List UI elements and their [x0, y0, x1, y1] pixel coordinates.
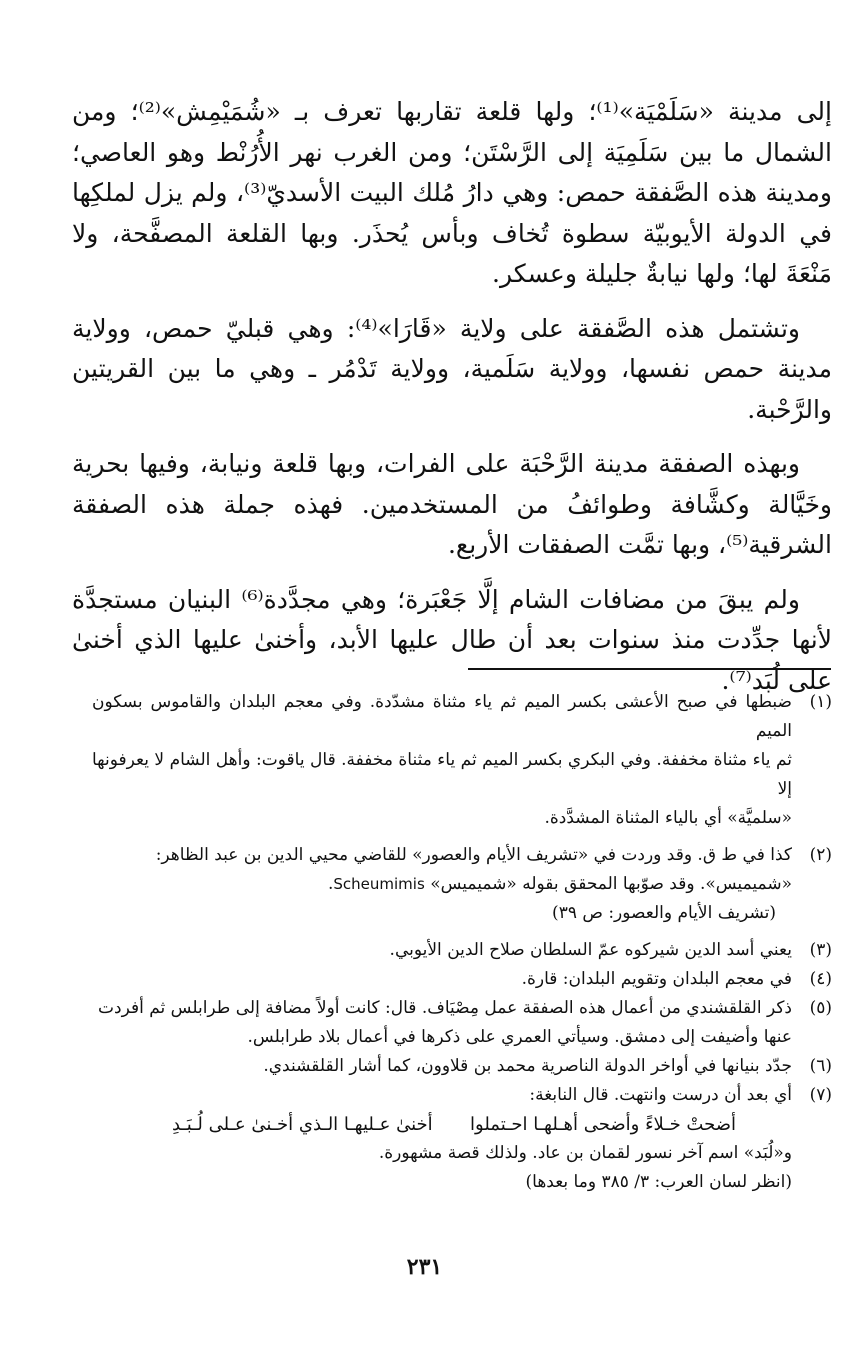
footnote-line: في معجم البلدان وتقويم البلدان: قارة.	[521, 969, 792, 989]
footnote-separator	[468, 668, 831, 670]
verse-hemistich-2: أخنىٰ عـليهـا الـذي أخـنىٰ عـلى لُـبَـدِ	[172, 1114, 433, 1135]
footnote-7	[92, 1081, 832, 1197]
footnote-line: أي بعد أن درست وانتهت. قال النابغة:	[529, 1085, 792, 1105]
footnote-line: «شميميس». وقد صوّبها المحقق بقوله «شميميس»	[430, 874, 792, 894]
footnote-source: (تشريف الأيام والعصور: ص ٣٩)	[552, 903, 776, 923]
footnote-line: ذكر القلقشندي من أعمال هذه الصفقة عمل مِصْيَاف. قال: كانت أولاً مضافة إلى طرابلس ثم أفردت	[98, 998, 792, 1018]
footnote-3	[92, 936, 832, 965]
footnote-line: ضبطها في صبح الأعشى بكسر الميم ثم ياء مثناة مشدّدة. وفي معجم البلدان والقاموس بسكون الميم	[92, 692, 792, 741]
paragraph-3: وبهذه الصفقة مدينة الرَّحْبَة على الفرات، وبها قلعة ونيابة، وفيها بحرية وخَيَّالة وكشَّافة وطوائفُ من المستخدمين. فهذه جملة هذه الصفقة الشرقية⁽⁵⁾، وبها تمَّت الصفقات الأربع.	[72, 449, 832, 559]
paragraph-1: إلى مدينة «سَلَمْيَة»⁽¹⁾؛ ولها قلعة تقاربها تعرف بـ «شُمَيْمِش»⁽²⁾؛ ومن الشمال ما بين سَلَمِيَة إلى الرَّسْتَن؛ ومن الغرب نهر الأُرُنْط وهو العاصي؛ ومدينة هذه الصَّفقة حمص: وهي دارُ مُلك البيت الأسديّ⁽³⁾، ولم يزل لملكِها في الدولة الأيوبيّة سطوة تُخاف وبأس يُحذَر. وبها القلعة المصفَّحة، ولا مَنْعَةَ لها؛ ولها نيابةٌ جليلة وعسكر.	[72, 97, 832, 288]
footnote-line: عنها وأضيفت إلى دمشق. وسيأتي العمري على ذكرها في أعمال بلاد طرابلس.	[247, 1027, 792, 1047]
footnote-1	[92, 688, 832, 833]
footnote-number: (٦)	[809, 1056, 832, 1076]
footnote-source: (انظر لسان العرب: ٣/ ٣٨٥ وما بعدها)	[525, 1172, 792, 1192]
paragraph-4: ولم يبقَ من مضافات الشام إلَّا جَعْبَرة؛ وهي مجدَّدة⁽⁶⁾ البنيان مستجدَّة لأنها جدِّدت منذ سنوات بعد أن طال عليها الأبد، وأخنىٰ عليها الذي أخنىٰ على لُبَد⁽⁷⁾.	[72, 584, 832, 695]
poem-verse	[92, 1110, 792, 1139]
footnote-number: (٣)	[809, 940, 832, 960]
footnote-6	[92, 1052, 832, 1081]
footnote-number: (٤)	[809, 969, 832, 989]
footnotes	[92, 688, 832, 1197]
footnote-line: «سلميَّة» أي بالياء المثناة المشدَّدة.	[544, 808, 792, 828]
footnote-number: (٢)	[809, 845, 832, 865]
footnote-5	[92, 994, 832, 1052]
footnote-line: ثم ياء مثناة مخففة. وفي البكري بكسر الميم ثم ياء مثناة مخففة. قال ياقوت: وأهل الشام لا يعرفونها إلا	[92, 750, 792, 799]
footnote-number: (٥)	[809, 998, 832, 1018]
page-number: ٢٣١	[406, 1254, 443, 1280]
main-text	[72, 92, 832, 715]
footnote-line: و«لُبَد» اسم آخر نسور لقمان بن عاد. ولذلك قصة مشهورة.	[378, 1143, 792, 1163]
footnote-number: (٧)	[809, 1085, 832, 1105]
footnote-2: (٢) كذا في ط ق. وقد وردت في «تشريف الأيام والعصور» للقاضي محيي الدين بن عبد الظاهر: «شميميس». وقد صوّبها المحقق بقوله «شميميس» Scheumimis. (تشريف الأيام والعصور: ص ٣٩)	[92, 841, 832, 928]
footnote-line: كذا في ط ق. وقد وردت في «تشريف الأيام والعصور» للقاضي محيي الدين بن عبد الظاهر:	[155, 845, 792, 865]
verse-hemistich-1: أضحتْ خـلاءً وأضحى أهـلهـا احـتملوا	[470, 1114, 736, 1135]
footnote-number: (١)	[809, 692, 832, 712]
footnote-line: جدّد بنيانها في أواخر الدولة الناصرية محمد بن قلاوون، كما أشار القلقشندي.	[263, 1056, 792, 1076]
paragraph-2: وتشتمل هذه الصَّفقة على ولاية «قَارَا»⁽⁴⁾: وهي قبليّ حمص، وولاية مدينة حمص نفسها، وولاية سَلَمية، وولاية تَدْمُر ـ وهي ما بين القريتين والرَّحْبة.	[72, 313, 832, 424]
footnote-4	[92, 965, 832, 994]
footnote-line: يعني أسد الدين شيركوه عمّ السلطان صلاح الدين الأيوبي.	[389, 940, 792, 960]
latin-term: Scheumimis	[333, 875, 425, 893]
